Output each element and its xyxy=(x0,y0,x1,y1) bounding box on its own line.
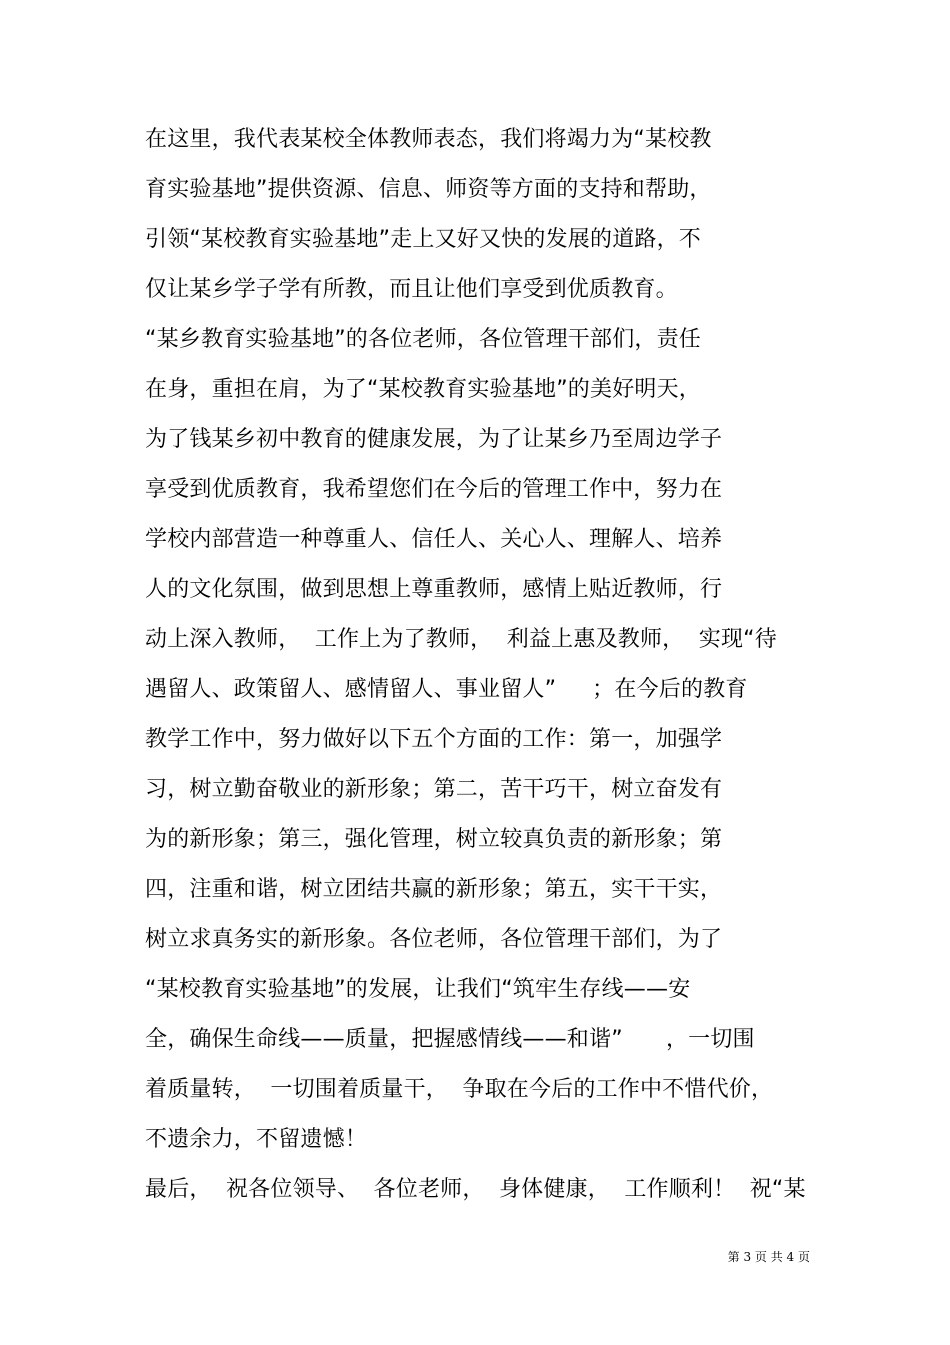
text-line: 引领“某校教育实验基地”走上又好又快的发展的道路，不 xyxy=(145,227,701,252)
text-line: 人的文化氛围，做到思想上尊重教师，感情上贴近教师，行 xyxy=(145,577,723,602)
text-line: 在身，重担在肩，为了“某校教育实验基地”的美好明天， xyxy=(145,377,701,402)
text-line: 育实验基地”提供资源、信息、师资等方面的支持和帮助， xyxy=(145,177,712,202)
text-line: 最后， 祝各位领导、 各位老师， 身体健康， 工作顺利！ 祝“某 xyxy=(145,1177,806,1202)
text-line: 仅让某乡学子学有所教，而且让他们享受到优质教育。 xyxy=(145,277,678,302)
text-line: 习，树立勤奋敬业的新形象；第二，苦干巧干，树立奋发有 xyxy=(145,777,723,802)
text-line: 着质量转， 一切围着质量干， 争取在今后的工作中不惜代价， xyxy=(145,1077,774,1102)
text-line: 为了钱某乡初中教育的健康发展，为了让某乡乃至周边学子 xyxy=(145,427,723,452)
text-line: 树立求真务实的新形象。各位老师，各位管理干部们，为了 xyxy=(145,927,723,952)
text-line: 不遗余力，不留遗憾！ xyxy=(145,1127,368,1152)
text-line: 动上深入教师， 工作上为了教师， 利益上惠及教师， 实现“待 xyxy=(145,627,777,652)
text-line: 享受到优质教育，我希望您们在今后的管理工作中，努力在 xyxy=(145,477,723,502)
body-text xyxy=(145,118,815,1218)
text-line: 四，注重和谐，树立团结共赢的新形象；第五，实干干实， xyxy=(145,877,723,902)
text-line: 为的新形象；第三，强化管理，树立较真负责的新形象；第 xyxy=(145,827,723,852)
text-line: “某乡教育实验基地”的各位老师，各位管理干部们，责任 xyxy=(145,327,701,352)
text-line: 在这里，我代表某校全体教师表态，我们将竭力为“某校教 xyxy=(145,127,712,152)
page-number-footer: 第 3 页 共 4 页 xyxy=(727,1250,810,1264)
text-line: 全，确保生命线——质量，把握感情线——和谐” ，一切围 xyxy=(145,1027,755,1052)
text-line: 遇留人、政策留人、感情留人、事业留人” ；在今后的教育 xyxy=(145,677,748,702)
text-line: 学校内部营造一种尊重人、信任人、关心人、理解人、培养 xyxy=(145,527,723,552)
text-line: “某校教育实验基地”的发展，让我们“筑牢生存线——安 xyxy=(145,977,691,1002)
text-line: 教学工作中，努力做好以下五个方面的工作：第一，加强学 xyxy=(145,727,723,752)
